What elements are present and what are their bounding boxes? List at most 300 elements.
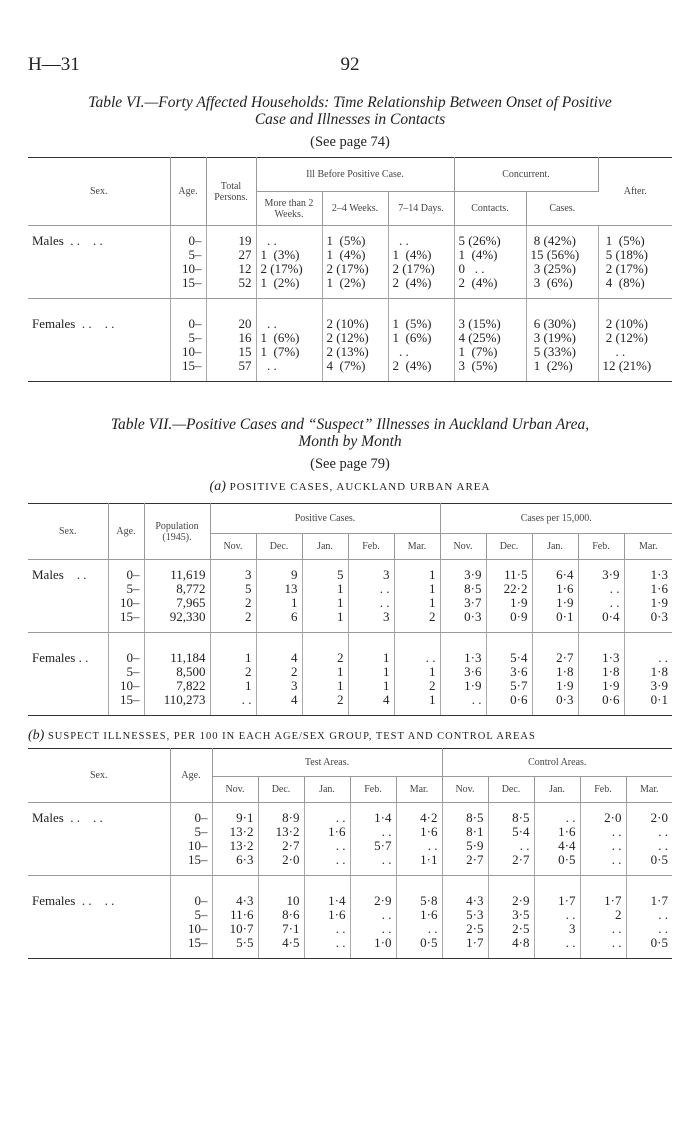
- table-row: [28, 596, 672, 610]
- data-cell: 1: [302, 665, 348, 679]
- table-row: [28, 345, 672, 359]
- data-cell: . .: [350, 853, 396, 876]
- data-cell: 3: [348, 560, 394, 583]
- table-7a: [28, 503, 672, 716]
- age-cell: 0–: [108, 560, 144, 583]
- data-cell: . .: [580, 922, 626, 936]
- data-cell: 1·6: [304, 908, 350, 922]
- table-row: [28, 276, 672, 299]
- data-cell: 1: [348, 643, 394, 665]
- data-cell: 1·3: [650, 567, 668, 582]
- data-cell: 5 (26%): [454, 226, 526, 249]
- data-cell: 8,500: [144, 665, 210, 679]
- data-cell: 1·9: [650, 595, 668, 610]
- data-cell: . .: [304, 936, 350, 959]
- table-row: [28, 359, 672, 382]
- data-cell: 2: [210, 610, 256, 633]
- data-cell: . .: [534, 936, 580, 959]
- sex-cell: [28, 596, 108, 610]
- header-after: After.: [598, 158, 672, 226]
- data-cell: 1: [394, 596, 440, 610]
- data-cell: 1·8: [532, 665, 578, 679]
- data-cell: 4: [256, 693, 302, 716]
- data-cell: 2 (17%): [256, 262, 322, 276]
- data-cell: . .: [304, 853, 350, 876]
- data-cell: 1·4: [304, 886, 350, 908]
- data-cell: 7·1: [258, 922, 304, 936]
- data-cell: 1 (2%): [526, 359, 598, 382]
- data-cell: 5 (33%): [526, 345, 598, 359]
- data-cell: 4·3: [212, 886, 258, 908]
- header-month: Jan.: [304, 777, 350, 803]
- data-cell: 11·6: [212, 908, 258, 922]
- header-sex: Sex.: [28, 749, 170, 803]
- page-number: 92: [340, 54, 360, 75]
- spacer-cell: [624, 633, 672, 644]
- data-cell: 1: [394, 560, 440, 583]
- header-sex: Sex.: [28, 158, 170, 226]
- data-cell: 2 (17%): [602, 261, 648, 276]
- data-cell: 1·7: [580, 886, 626, 908]
- data-cell: 9: [256, 560, 302, 583]
- data-cell: 1: [302, 582, 348, 596]
- header-contacts: Contacts.: [454, 192, 526, 226]
- data-cell: 2·0: [580, 803, 626, 826]
- data-cell: 0·3: [624, 610, 672, 633]
- data-cell: 1·9: [578, 679, 624, 693]
- data-cell: . .: [534, 908, 580, 922]
- data-cell: 15: [206, 345, 256, 359]
- data-cell: 0·6: [486, 693, 532, 716]
- data-cell: 7,965: [144, 596, 210, 610]
- data-cell: 9·1: [212, 803, 258, 826]
- data-cell: . .: [256, 226, 322, 249]
- age-cell: 10–: [170, 345, 206, 359]
- data-cell: 11,619: [144, 560, 210, 583]
- data-cell: . .: [348, 596, 394, 610]
- table-6: [28, 157, 672, 382]
- header-more-than-2-weeks: More than 2 Weeks.: [256, 192, 322, 226]
- data-cell: 3·9: [440, 560, 486, 583]
- data-cell: . .: [350, 908, 396, 922]
- data-cell: . .: [658, 650, 668, 665]
- data-cell: 1 (6%): [256, 331, 322, 345]
- data-cell: . .: [304, 839, 350, 853]
- sex-cell: [28, 936, 170, 959]
- age-cell: 0–: [170, 886, 212, 908]
- sex-cell: [28, 908, 170, 922]
- age-cell: 5–: [170, 331, 206, 345]
- header-month: Jan.: [302, 534, 348, 560]
- sex-cell: [28, 331, 170, 345]
- data-cell: 20: [206, 309, 256, 331]
- data-cell: 1 (5%): [602, 233, 645, 248]
- data-cell: 8·9: [258, 803, 304, 826]
- spacer-cell: [206, 299, 256, 310]
- table-7b: [28, 748, 672, 959]
- table-7a-text: POSITIVE CASES, AUCKLAND URBAN AREA: [229, 481, 491, 493]
- header-month: Dec.: [486, 534, 532, 560]
- data-cell: 5: [210, 582, 256, 596]
- table-row: [28, 560, 672, 583]
- header-month: Feb.: [578, 534, 624, 560]
- age-cell: 10–: [108, 596, 144, 610]
- data-cell: 0·4: [578, 610, 624, 633]
- table-row: [28, 309, 672, 331]
- data-cell: 1 (3%): [256, 248, 322, 262]
- data-cell: 1·6: [534, 825, 580, 839]
- data-cell: . .: [304, 922, 350, 936]
- table-7a-letter: (a): [209, 479, 226, 494]
- data-cell: 1 (4%): [388, 248, 454, 262]
- spacer-cell: [348, 633, 394, 644]
- spacer-cell: [534, 876, 580, 887]
- table-row: [28, 248, 672, 262]
- table-row: [28, 908, 672, 922]
- data-cell: 0·1: [624, 693, 672, 716]
- data-cell: 4 (8%): [598, 276, 672, 299]
- data-cell: 5·7: [350, 839, 396, 853]
- data-cell: . .: [658, 824, 668, 839]
- data-cell: 3 (25%): [526, 262, 598, 276]
- data-cell: 13·2: [258, 825, 304, 839]
- data-cell: 2·5: [442, 922, 488, 936]
- data-cell: 1·9: [532, 596, 578, 610]
- sex-label: Females . . . .: [28, 309, 170, 331]
- data-cell: 1 (6%): [388, 331, 454, 345]
- age-cell: 0–: [170, 803, 212, 826]
- data-cell: 2 (4%): [388, 359, 454, 382]
- data-cell: . .: [658, 838, 668, 853]
- table-row: [28, 643, 672, 665]
- data-cell: 1: [302, 679, 348, 693]
- sex-cell: [28, 345, 170, 359]
- data-cell: 1 (4%): [322, 248, 388, 262]
- data-cell: 0·5: [626, 853, 672, 876]
- age-cell: 15–: [170, 359, 206, 382]
- data-cell: 1·6: [532, 582, 578, 596]
- data-cell: 1·6: [396, 825, 442, 839]
- data-cell: . .: [534, 803, 580, 826]
- data-cell: 1 (5%): [322, 226, 388, 249]
- data-cell: 3: [534, 922, 580, 936]
- data-cell: 110,273: [144, 693, 210, 716]
- spacer-cell: [388, 299, 454, 310]
- table-row: [28, 886, 672, 908]
- table-7b-text: SUSPECT ILLNESSES, PER 100 IN EACH AGE/SEX GROUP, TEST AND CONTROL AREAS: [47, 731, 536, 742]
- data-cell: 3·6: [440, 665, 486, 679]
- sex-cell: [28, 262, 170, 276]
- spacer-cell: [256, 633, 302, 644]
- header-month: Feb.: [350, 777, 396, 803]
- header-month: Nov.: [442, 777, 488, 803]
- data-cell: 1: [302, 610, 348, 633]
- data-cell: 0·9: [486, 610, 532, 633]
- data-cell: 2·9: [350, 886, 396, 908]
- header-month: Dec.: [258, 777, 304, 803]
- data-cell: 52: [206, 276, 256, 299]
- table-row: [28, 853, 672, 876]
- data-cell: 1·9: [486, 596, 532, 610]
- data-cell: 2·0: [258, 853, 304, 876]
- spacer-cell: [304, 876, 350, 887]
- header-month: Mar.: [626, 777, 672, 803]
- sex-cell: [28, 359, 170, 382]
- data-cell: 8·6: [258, 908, 304, 922]
- data-cell: 2 (10%): [322, 309, 388, 331]
- sex-cell: [28, 922, 170, 936]
- data-cell: 2: [210, 596, 256, 610]
- spacer-cell: [108, 633, 144, 644]
- table-7-title-line-2: Month by Month: [298, 433, 402, 450]
- header-month: Mar.: [624, 534, 672, 560]
- data-cell: . .: [580, 839, 626, 853]
- header-month: Mar.: [394, 534, 440, 560]
- spacer-cell: [598, 299, 672, 310]
- data-cell: 4·5: [258, 936, 304, 959]
- age-cell: 5–: [170, 248, 206, 262]
- data-cell: 11,184: [144, 643, 210, 665]
- data-cell: . .: [580, 825, 626, 839]
- data-cell: . .: [658, 921, 668, 936]
- data-cell: 1 (4%): [454, 248, 526, 262]
- data-cell: 1: [394, 693, 440, 716]
- data-cell: . .: [350, 825, 396, 839]
- data-cell: 4: [256, 643, 302, 665]
- data-cell: 4 (25%): [454, 331, 526, 345]
- data-cell: 2: [302, 643, 348, 665]
- data-cell: 2: [394, 610, 440, 633]
- data-cell: 1: [348, 665, 394, 679]
- data-cell: 7,822: [144, 679, 210, 693]
- spacer-cell: [442, 876, 488, 887]
- table-7b-body: [28, 803, 672, 959]
- data-cell: . .: [256, 309, 322, 331]
- data-cell: 2 (4%): [454, 276, 526, 299]
- data-cell: 2 (12%): [602, 330, 648, 345]
- age-cell: 5–: [170, 908, 212, 922]
- spacer-cell: [396, 876, 442, 887]
- age-cell: 10–: [170, 262, 206, 276]
- table-7-title-line-1: Table VII.—Positive Cases and “Suspect” Illnesses in Auckland Urban Area,: [110, 416, 590, 433]
- table-row: [28, 803, 672, 826]
- data-cell: 1: [302, 596, 348, 610]
- data-cell: 0·5: [626, 936, 672, 959]
- data-cell: 2·5: [488, 922, 534, 936]
- data-cell: 1·4: [350, 803, 396, 826]
- data-cell: . .: [488, 839, 534, 853]
- data-cell: 92,330: [144, 610, 210, 633]
- data-cell: 8,772: [144, 582, 210, 596]
- data-cell: 2 (12%): [322, 331, 388, 345]
- data-cell: . .: [658, 907, 668, 922]
- data-cell: 2·0: [650, 810, 668, 825]
- data-cell: 1·6: [304, 825, 350, 839]
- table-6-title-line-1: Table VI.—Forty Affected Households: Time Relationship Between Onset of Positive: [88, 94, 612, 111]
- data-cell: 3 (6%): [526, 276, 598, 299]
- spacer-cell: [486, 633, 532, 644]
- spacer-cell: [578, 633, 624, 644]
- table-row: [28, 226, 672, 249]
- data-cell: 13: [256, 582, 302, 596]
- data-cell: 1 (2%): [322, 276, 388, 299]
- table-6-see-page: (See page 74): [310, 134, 390, 150]
- table-7-title: [34, 416, 666, 450]
- data-cell: 2 (10%): [602, 316, 648, 331]
- data-cell: 5·9: [442, 839, 488, 853]
- data-cell: 2: [580, 908, 626, 922]
- table-7a-label: [28, 479, 672, 495]
- table-7b-label: [28, 728, 672, 744]
- header-cases: Cases.: [526, 192, 598, 226]
- data-cell: 3·9: [650, 678, 668, 693]
- data-cell: 5·3: [442, 908, 488, 922]
- data-cell: 2·7: [442, 853, 488, 876]
- header-age: Age.: [170, 749, 212, 803]
- header-month: Nov.: [212, 777, 258, 803]
- data-cell: 0·1: [532, 610, 578, 633]
- data-cell: . .: [578, 596, 624, 610]
- spacer-cell: [210, 633, 256, 644]
- data-cell: 1·7: [534, 886, 580, 908]
- data-cell: 1: [210, 643, 256, 665]
- data-cell: 1: [394, 582, 440, 596]
- table-row: [28, 825, 672, 839]
- data-cell: 6·3: [212, 853, 258, 876]
- sex-cell: [28, 665, 108, 679]
- age-cell: 0–: [170, 226, 206, 249]
- sex-cell: [28, 610, 108, 633]
- age-cell: 15–: [108, 693, 144, 716]
- age-cell: 10–: [108, 679, 144, 693]
- data-cell: 11·5: [486, 560, 532, 583]
- data-cell: 2: [210, 665, 256, 679]
- data-cell: 1: [256, 596, 302, 610]
- age-cell: 5–: [170, 825, 212, 839]
- data-cell: 1: [394, 665, 440, 679]
- age-cell: 15–: [108, 610, 144, 633]
- header-month: Nov.: [210, 534, 256, 560]
- data-cell: 2·7: [258, 839, 304, 853]
- table-row: [28, 839, 672, 853]
- data-cell: 10·7: [212, 922, 258, 936]
- age-cell: 10–: [170, 839, 212, 853]
- header-sex: Sex.: [28, 504, 108, 560]
- data-cell: 8·5: [442, 803, 488, 826]
- spacer-cell: [144, 633, 210, 644]
- header-population: Population (1945).: [144, 504, 210, 560]
- data-cell: 57: [206, 359, 256, 382]
- age-cell: 0–: [170, 309, 206, 331]
- data-cell: 15 (56%): [526, 248, 598, 262]
- spacer-cell: [626, 876, 672, 887]
- data-cell: 1·6: [650, 581, 668, 596]
- data-cell: 3·7: [440, 596, 486, 610]
- data-cell: 2 (13%): [322, 345, 388, 359]
- data-cell: 3 (15%): [454, 309, 526, 331]
- header-total-persons: Total Persons.: [206, 158, 256, 226]
- age-cell: 15–: [170, 276, 206, 299]
- data-cell: . .: [396, 922, 442, 936]
- data-cell: 13·2: [212, 839, 258, 853]
- data-cell: 2·9: [488, 886, 534, 908]
- table-6-body: [28, 226, 672, 382]
- data-cell: 3: [210, 560, 256, 583]
- data-cell: 1·8: [650, 664, 668, 679]
- data-cell: 2·7: [532, 643, 578, 665]
- header-month: Dec.: [256, 534, 302, 560]
- data-cell: 2 (4%): [388, 276, 454, 299]
- spacer-cell: [28, 633, 108, 644]
- data-cell: 1·9: [532, 679, 578, 693]
- data-cell: . .: [602, 344, 626, 359]
- data-cell: 10: [258, 886, 304, 908]
- data-cell: 8·1: [442, 825, 488, 839]
- sex-cell: [28, 825, 170, 839]
- data-cell: 4·8: [488, 936, 534, 959]
- document-page: [28, 0, 672, 959]
- data-cell: 2: [302, 693, 348, 716]
- data-cell: 1·3: [578, 643, 624, 665]
- data-cell: 3 (19%): [526, 331, 598, 345]
- table-row: [28, 693, 672, 716]
- spacer-cell: [302, 633, 348, 644]
- spacer-cell: [28, 299, 170, 310]
- table-row: [28, 936, 672, 959]
- header-month: Dec.: [488, 777, 534, 803]
- header-control-areas: Control Areas.: [442, 749, 672, 777]
- sex-label: Males . . . .: [28, 226, 170, 249]
- data-cell: 1·3: [440, 643, 486, 665]
- header-7-14-days: 7–14 Days.: [388, 192, 454, 226]
- data-cell: 1·0: [350, 936, 396, 959]
- data-cell: 0 . .: [454, 262, 526, 276]
- data-cell: 1 (7%): [454, 345, 526, 359]
- spacer-cell: [454, 299, 526, 310]
- data-cell: 3 (5%): [454, 359, 526, 382]
- table-6-title-line-2: Case and Illnesses in Contacts: [254, 111, 446, 128]
- data-cell: . .: [388, 226, 454, 249]
- data-cell: 19: [206, 226, 256, 249]
- sex-cell: [28, 582, 108, 596]
- data-cell: 4 (7%): [322, 359, 388, 382]
- spacer-cell: [170, 299, 206, 310]
- age-cell: 5–: [108, 582, 144, 596]
- table-row: [28, 679, 672, 693]
- sex-cell: [28, 693, 108, 716]
- data-cell: 16: [206, 331, 256, 345]
- data-cell: . .: [304, 803, 350, 826]
- spacer-cell: [212, 876, 258, 887]
- header-month: Jan.: [534, 777, 580, 803]
- data-cell: 5·4: [486, 643, 532, 665]
- spacer-cell: [488, 876, 534, 887]
- data-cell: 5·5: [212, 936, 258, 959]
- data-cell: 8 (42%): [526, 226, 598, 249]
- data-cell: 5·4: [488, 825, 534, 839]
- spacer-cell: [580, 876, 626, 887]
- table-7a-body: [28, 560, 672, 716]
- header-month: Nov.: [440, 534, 486, 560]
- data-cell: 2: [394, 679, 440, 693]
- sex-label: Males . .: [28, 560, 108, 583]
- data-cell: 3: [256, 679, 302, 693]
- data-cell: . .: [388, 345, 454, 359]
- data-cell: 13·2: [212, 825, 258, 839]
- data-cell: 4·2: [396, 803, 442, 826]
- data-cell: . .: [394, 643, 440, 665]
- spacer-cell: [258, 876, 304, 887]
